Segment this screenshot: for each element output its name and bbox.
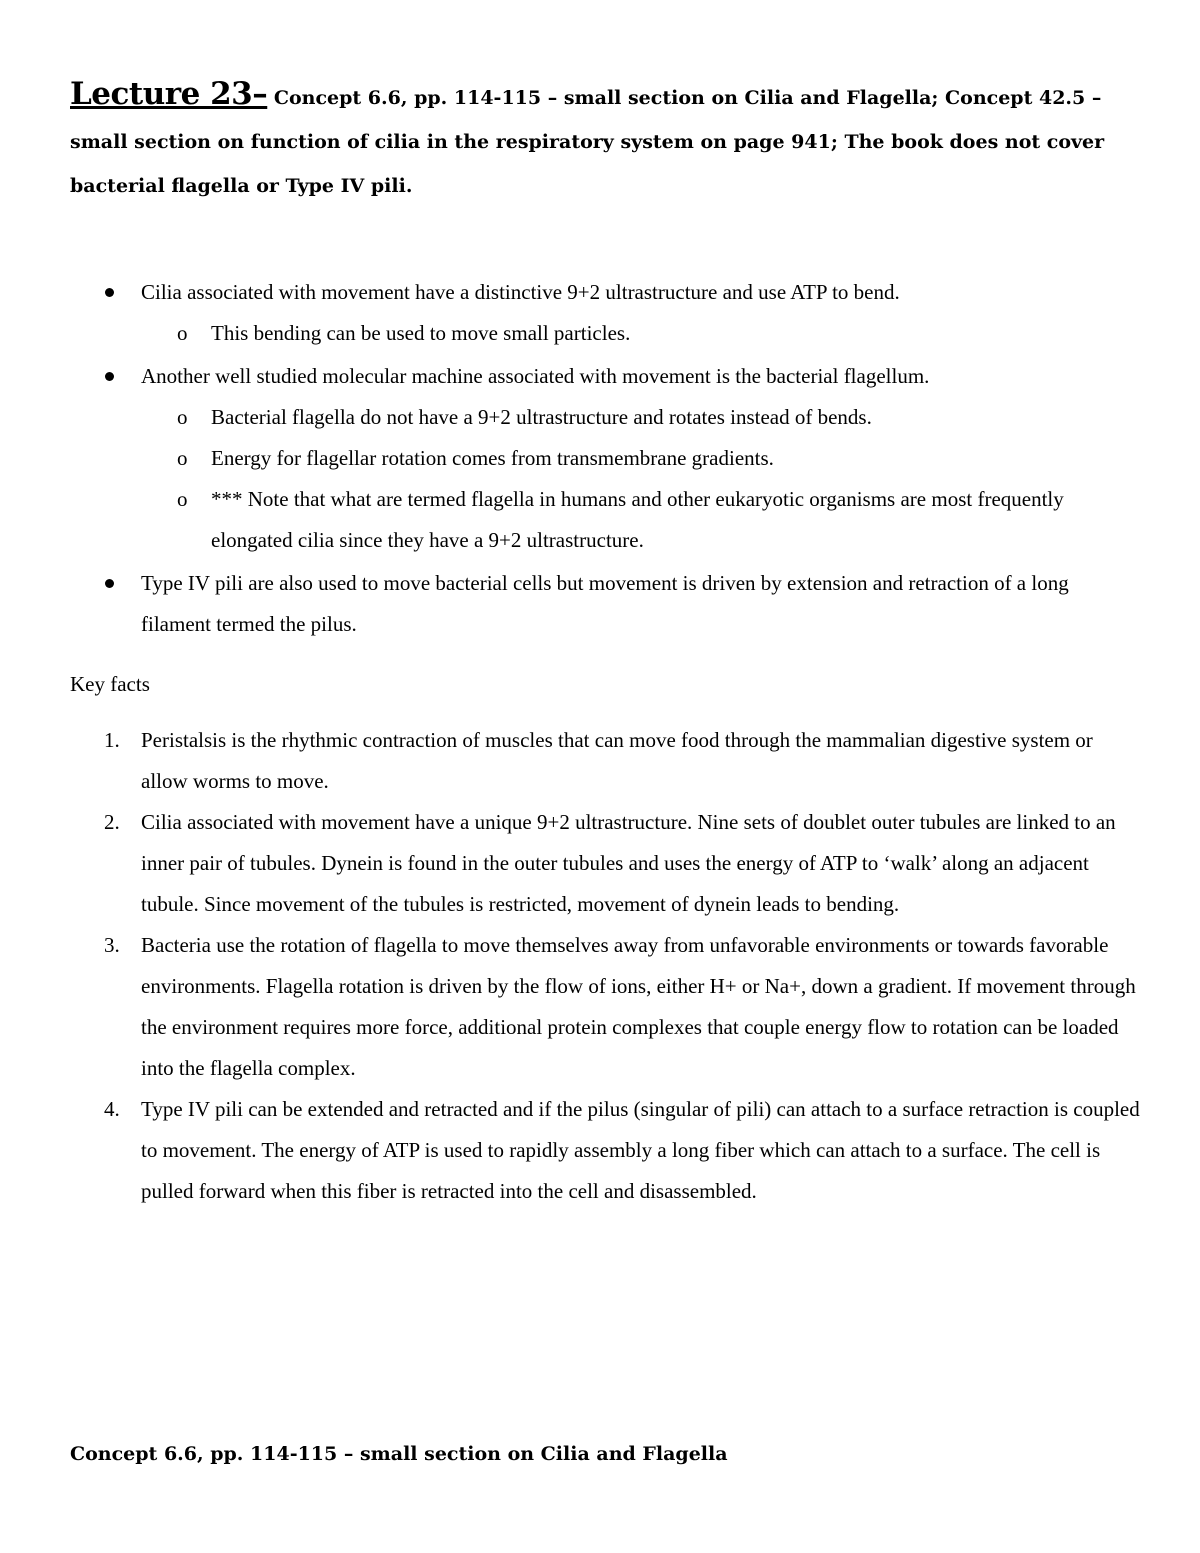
key-fact-text: Peristalsis is the rhythmic contraction of muscles that can move food through the mammalian digestive system or allow worms to move. bbox=[141, 728, 1093, 793]
key-fact-text: Type IV pili can be extended and retracted and if the pilus (singular of pili) can attach to a surface retraction is coupled to movement. The energy of ATP is used to rapidly assembly a long fiber which can attach to a surface. The cell is pulled forward when this fiber is retracted into the cell and disassembled. bbox=[141, 1097, 1140, 1203]
bullet-text: Cilia associated with movement have a distinctive 9+2 ultrastructure and use ATP to bend. bbox=[141, 280, 900, 304]
key-fact-number: 1. bbox=[104, 728, 120, 752]
key-fact-item bbox=[0, 1089, 1140, 1212]
sub-bullet-text: Energy for flagellar rotation comes from transmembrane gradients. bbox=[211, 446, 774, 470]
sub-bullet-item bbox=[141, 313, 1140, 354]
sub-bullet-item bbox=[141, 479, 1140, 561]
bullet-list bbox=[0, 272, 1140, 647]
key-fact-item bbox=[0, 720, 1140, 802]
key-fact-number: 4. bbox=[104, 1097, 120, 1121]
section-heading: Concept 6.6, pp. 114-115 – small section on Cilia and Flagella bbox=[70, 1443, 728, 1465]
sub-bullet-item bbox=[141, 438, 1140, 479]
sub-bullet-marker-icon: o bbox=[177, 446, 188, 470]
key-facts-list bbox=[0, 720, 1140, 1212]
sub-bullet-item bbox=[141, 397, 1140, 438]
bullet-dot-icon bbox=[105, 579, 114, 588]
bullet-dot-icon bbox=[105, 288, 114, 297]
sub-bullet-list bbox=[141, 313, 1140, 354]
bullet-item bbox=[0, 563, 1140, 645]
sub-bullet-marker-icon: o bbox=[177, 487, 188, 511]
sub-bullet-marker-icon: o bbox=[177, 405, 188, 429]
sub-bullet-text: This bending can be used to move small particles. bbox=[211, 321, 631, 345]
bullet-text: Type IV pili are also used to move bacterial cells but movement is driven by extension and retraction of a long filament termed the pilus. bbox=[141, 571, 1069, 636]
key-fact-number: 2. bbox=[104, 810, 120, 834]
key-fact-text: Cilia associated with movement have a unique 9+2 ultrastructure. Nine sets of doublet outer tubules are linked to an inner pair of tubules. Dynein is found in the outer tubules and uses the energy of ATP to ‘walk’ along an adjacent tubule. Since movement of the tubules is restricted, movement of dynein leads to bending. bbox=[141, 810, 1116, 916]
key-fact-item bbox=[0, 802, 1140, 925]
lecture-heading bbox=[70, 72, 1135, 208]
sub-bullet-text: Bacterial flagella do not have a 9+2 ultrastructure and rotates instead of bends. bbox=[211, 405, 872, 429]
bullet-item bbox=[0, 272, 1140, 354]
bullet-dot-icon bbox=[105, 372, 114, 381]
bullet-text: Another well studied molecular machine associated with movement is the bacterial flagellum. bbox=[141, 364, 930, 388]
lecture-title: Lecture 23– bbox=[70, 76, 268, 112]
sub-bullet-list bbox=[141, 397, 1140, 561]
key-fact-number: 3. bbox=[104, 933, 120, 957]
key-fact-item bbox=[0, 925, 1140, 1089]
sub-bullet-text: *** Note that what are termed flagella in humans and other eukaryotic organisms are most frequently elongated cilia since they have a 9+2 ultrastructure. bbox=[211, 487, 1064, 552]
sub-bullet-marker-icon: o bbox=[177, 321, 188, 345]
key-facts-heading: Key facts bbox=[70, 672, 150, 696]
bullet-item bbox=[0, 356, 1140, 561]
key-fact-text: Bacteria use the rotation of flagella to move themselves away from unfavorable environments or towards favorable environments. Flagella rotation is driven by the flow of ions, either H+ or Na+, down a gradient. If movement through the environment requires more force, additional protein complexes that couple energy flow to rotation can be loaded into the flagella complex. bbox=[141, 933, 1136, 1080]
lecture-concepts: Concept 6.6, pp. 114-115 – small section on Cilia and Flagella; Concept 42.5 – small section on function of cilia in the respiratory system on page 941; The book does not cover bacterial flagella or Type IV pili. bbox=[70, 87, 1105, 197]
